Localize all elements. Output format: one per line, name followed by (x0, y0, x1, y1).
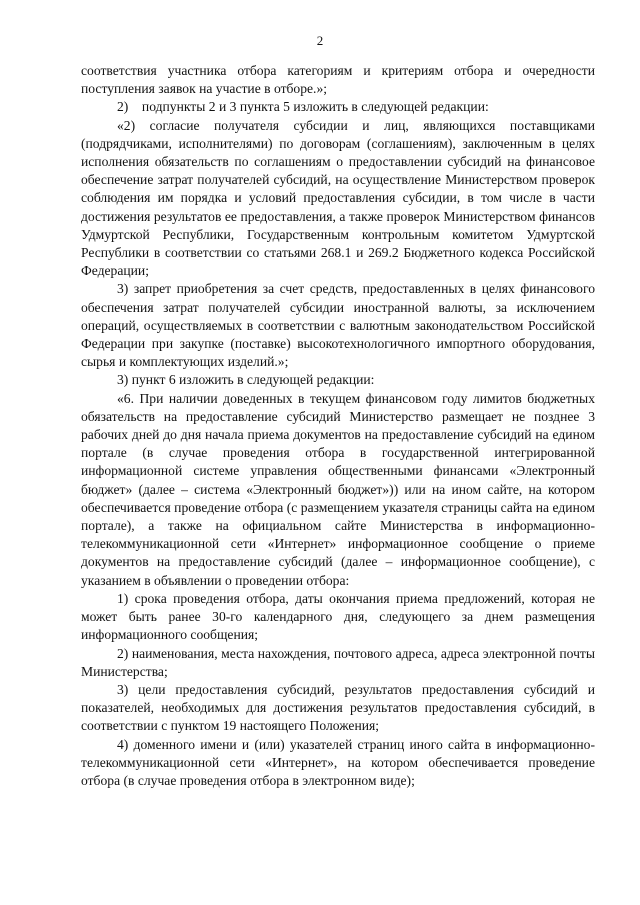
page-number: 2 (316, 33, 324, 48)
document-body (81, 62, 595, 790)
paragraph-subitem-2-consent: «2) согласие получателя субсидии и лиц, являющихся поставщиками (подрядчиками, исполнителями) по договорам (соглашениям), заключенным в целях исполнения обязательств по соглашениям о предоставлении субсидий на финансовое обеспечение затрат получателей субсидий, на осуществление Министерством проверок соблюдения им порядка и условий предоставления субсидии, в том числе в части достижения результатов ее предоставления, а также проверок Министерством финансов Удмуртской Республики, Государственным контрольным комитетом Удмуртской Республики в соответствии со статьями 268.1 и 269.2 Бюджетного кодекса Российской Федерации; (81, 117, 595, 279)
paragraph-list-item-3: 3) цели предоставления субсидий, результатов предоставления субсидий и показателей, необходимых для достижения результатов предоставления субсидий, в соответствии с пунктом 19 настоящего Положения; (81, 681, 595, 734)
paragraph-subitem-3-currency: 3) запрет приобретения за счет средств, предоставленных в целях финансового обеспечения затрат получателей субсидии иностранной валюты, за исключением операций, осуществляемых в соответствии с валютным законодательством Российской Федерации при закупке (поставке) высокотехнологичного импортного оборудования, сырья и комплектующих изделий.»; (81, 281, 595, 370)
paragraph-list-item-2: 2) наименования, места нахождения, почтового адреса, адреса электронной почты Министерства; (81, 645, 595, 679)
paragraph-item-2: 2) подпункты 2 и 3 пункта 5 изложить в следующей редакции: (117, 99, 489, 115)
paragraph-continuation: соответствия участника отбора категориям и критериям отбора и очередности поступления заявок на участие в отборе.»; (81, 63, 595, 97)
paragraph-item-3: 3) пункт 6 изложить в следующей редакции: (117, 372, 375, 388)
paragraph-list-item-4: 4) доменного имени и (или) указателей страниц иного сайта в информационно-телекоммуникационной сети «Интернет», на котором обеспечивается проведение отбора (в случае проведения отбора в электронном виде); (81, 736, 595, 788)
paragraph-list-item-1: 1) срока проведения отбора, даты окончания приема предложений, которая не может быть ранее 30-го календарного дня, следующего за днем размещения информационного сообщения; (81, 590, 595, 643)
paragraph-point-6: «6. При наличии доведенных в текущем финансовом году лимитов бюджетных обязательств на предоставление субсидий Министерство размещает не позднее 3 рабочих дней до дня начала приема документов на предоставление субсидий на едином портале (в случае проведения отбора в государственной интегрированной информационной системе управления общественными финансами «Электронный бюджет» (далее – система «Электронный бюджет»)) или на ином сайте, на котором обеспечивается проведение отбора (с размещением указателя страницы сайта на едином портале), а также на официальном сайте Министерства в информационно-телекоммуникационной сети «Интернет» информационное сообщение о приеме документов на предоставление субсидий (далее – информационное сообщение), с указанием в объявлении о проведении отбора: (81, 390, 595, 588)
